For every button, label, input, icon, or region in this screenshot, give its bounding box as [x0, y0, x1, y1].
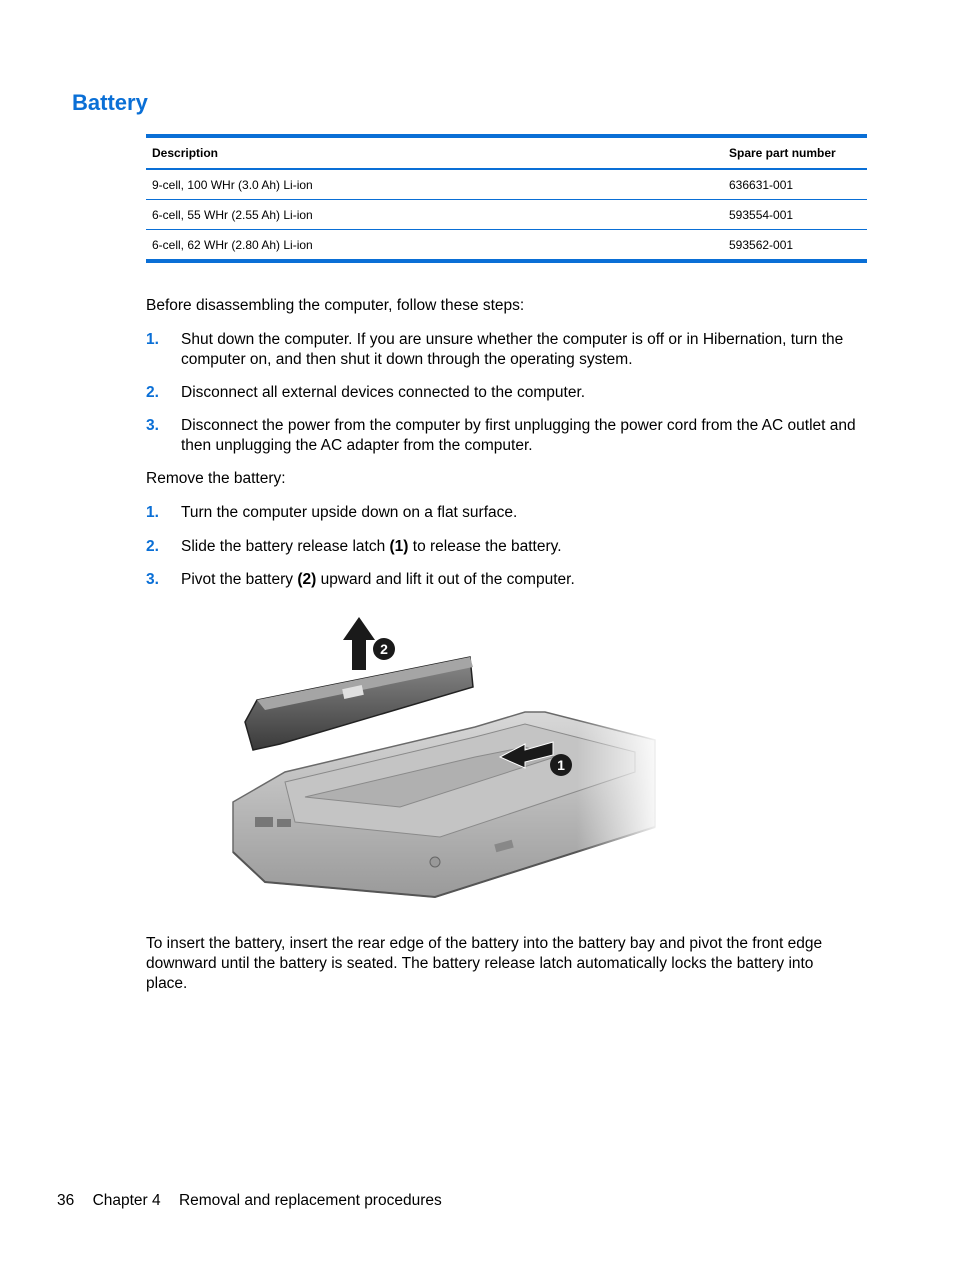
- callout-ref: (2): [297, 571, 317, 588]
- remove-step-2: [146, 537, 858, 557]
- step-text: [181, 570, 858, 590]
- battery-removal-illustration: [225, 612, 665, 902]
- intro-text: Before disassembling the computer, follow these steps:: [146, 297, 525, 314]
- laptop-base: [225, 612, 665, 902]
- prep-step-1: [146, 330, 858, 370]
- remove-step-1: [146, 503, 858, 523]
- step-number: 2.: [146, 384, 159, 401]
- step-number: 2.: [146, 538, 159, 555]
- page-footer: [57, 1192, 456, 1210]
- cell-description: 9-cell, 100 WHr (3.0 Ah) Li-ion: [146, 169, 723, 200]
- step-text: [181, 537, 858, 557]
- step-text: Disconnect the power from the computer by first unplugging the power cord from the AC outlet and then unplugging the AC adapter from the computer.: [181, 417, 856, 454]
- section-title: Battery: [72, 90, 148, 115]
- remove-intro-text: Remove the battery:: [146, 470, 286, 487]
- step-number: 3.: [146, 571, 159, 588]
- insert-instructions: To insert the battery, insert the rear edge of the battery into the battery bay and pivot the front edge downward until the battery is seated. The battery release latch automatically locks the battery into place.: [146, 935, 823, 992]
- step-text-pre: Turn the computer upside down on a flat surface.: [181, 504, 518, 521]
- step-text-pre: Pivot the battery: [181, 571, 298, 588]
- remove-step-3: [146, 570, 858, 590]
- callout-ref: (1): [389, 538, 409, 555]
- callout-2-label: 2: [380, 641, 388, 657]
- step-number: 1.: [146, 504, 159, 521]
- step-text-pre: Slide the battery release latch: [181, 538, 390, 555]
- table-row: [146, 200, 867, 230]
- prep-step-3: [146, 416, 858, 456]
- step-text-post: upward and lift it out of the computer.: [316, 571, 575, 588]
- step-number: 3.: [146, 417, 159, 434]
- header-description: Description: [146, 136, 723, 169]
- spare-parts-table: [146, 134, 867, 263]
- table-row: [146, 230, 867, 262]
- chapter-title: Removal and replacement procedures: [178, 1192, 442, 1209]
- cell-part-number: 593562-001: [723, 230, 868, 262]
- table-row: [146, 169, 867, 200]
- step-text: [181, 503, 858, 523]
- cell-part-number: 593554-001: [723, 200, 868, 230]
- step-text-post: to release the battery.: [408, 538, 562, 555]
- cell-part-number: 636631-001: [723, 169, 868, 200]
- callout-2-badge: [373, 638, 395, 660]
- cell-description: 6-cell, 62 WHr (2.80 Ah) Li-ion: [146, 230, 723, 262]
- page-number: 36: [57, 1192, 75, 1209]
- callout-1-label: 1: [557, 757, 565, 773]
- header-spare-part-number: Spare part number: [723, 136, 868, 169]
- step-number: 1.: [146, 331, 159, 348]
- chapter-label: Chapter 4: [92, 1192, 161, 1209]
- step-text: Shut down the computer. If you are unsure whether the computer is off or in Hibernation, turn the computer on, and then shut it down through the operating system.: [181, 331, 844, 368]
- prep-step-2: [146, 383, 858, 403]
- step-text: Disconnect all external devices connected to the computer.: [181, 384, 586, 401]
- table-header-row: [146, 136, 867, 169]
- cell-description: 6-cell, 55 WHr (2.55 Ah) Li-ion: [146, 200, 723, 230]
- callout-1-badge: [550, 754, 572, 776]
